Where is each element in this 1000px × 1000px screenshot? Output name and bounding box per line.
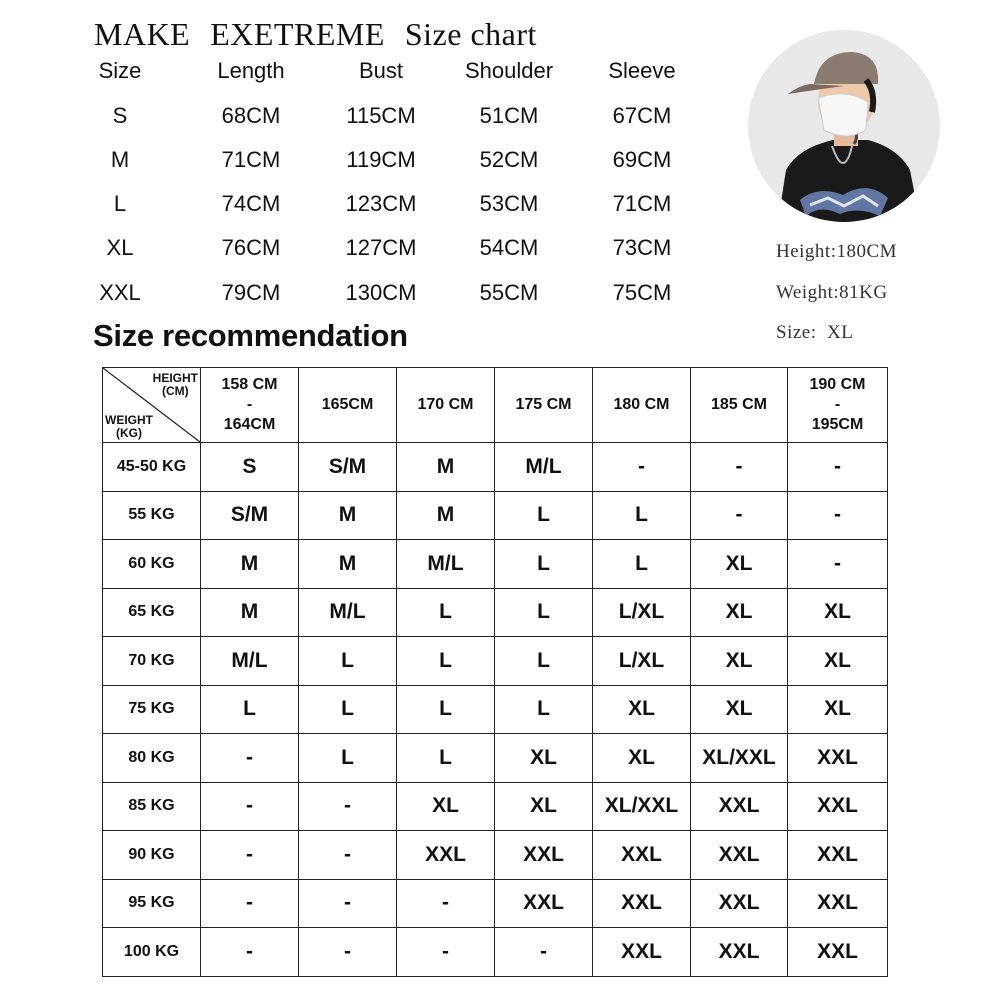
recommended-size-cell: - (691, 491, 788, 540)
recommended-size-cell: L (201, 685, 299, 734)
weight-row-header: 85 KG (103, 782, 201, 831)
recommended-size-cell: XL (397, 782, 495, 831)
recommended-size-cell: L/XL (593, 637, 691, 686)
size-chart-cell: M (110, 147, 130, 172)
recommended-size-cell: L (397, 734, 495, 783)
recommended-size-cell: L (495, 588, 593, 637)
recommended-size-cell: - (201, 879, 299, 928)
table-row (103, 540, 888, 589)
recommended-size-cell: L (495, 685, 593, 734)
recommended-size-cell: - (201, 928, 299, 977)
weight-row-header: 90 KG (103, 831, 201, 880)
recommended-size-cell: XXL (593, 831, 691, 880)
size-chart-column-header: Length (217, 58, 285, 83)
weight-row-header: 55 KG (103, 491, 201, 540)
recommended-size-cell: M (299, 540, 397, 589)
size-chart-cell: XL (106, 235, 134, 260)
size-chart-cell: 75CM (612, 280, 672, 305)
recommended-size-cell: XXL (495, 831, 593, 880)
size-chart-cell: L (113, 191, 127, 216)
recommended-size-cell: XL (691, 588, 788, 637)
recommended-size-cell: - (299, 928, 397, 977)
recommended-size-cell: L (495, 540, 593, 589)
recommended-size-cell: XL (788, 588, 888, 637)
recommended-size-cell: L (299, 685, 397, 734)
recommended-size-cell: - (691, 443, 788, 492)
size-chart-cell: 51CM (479, 103, 539, 128)
height-column-header: 165CM (299, 368, 397, 443)
table-row (103, 637, 888, 686)
recommended-size-cell: XL (788, 685, 888, 734)
size-chart-cell: 127CM (345, 235, 417, 260)
size-chart-column-header: Bust (358, 58, 404, 83)
recommended-size-cell: XXL (495, 879, 593, 928)
size-chart-cell: 71CM (221, 147, 281, 172)
size-chart-cell: 54CM (479, 235, 539, 260)
recommended-size-cell: - (201, 734, 299, 783)
size-recommendation-table (102, 367, 888, 977)
height-axis-label: HEIGHT (CM) (152, 371, 198, 398)
recommended-size-cell: XL/XXL (593, 782, 691, 831)
recommended-size-cell: M/L (299, 588, 397, 637)
size-chart-row (80, 235, 720, 265)
weight-row-header: 75 KG (103, 685, 201, 734)
recommendation-title: Size recommendation (93, 318, 408, 353)
weight-row-header: 95 KG (103, 879, 201, 928)
table-row (103, 491, 888, 540)
recommended-size-cell: - (299, 831, 397, 880)
recommended-size-cell: L (593, 540, 691, 589)
recommended-size-cell: XL/XXL (691, 734, 788, 783)
table-row (103, 443, 888, 492)
recommended-size-cell: XXL (691, 928, 788, 977)
table-row (103, 734, 888, 783)
model-photo (748, 30, 940, 222)
recommended-size-cell: XXL (593, 879, 691, 928)
weight-row-header: 100 KG (103, 928, 201, 977)
size-chart-column-header: Sleeve (608, 58, 676, 83)
page-title (94, 16, 537, 53)
recommended-size-cell: - (495, 928, 593, 977)
recommended-size-cell: L (495, 491, 593, 540)
size-chart-cell: 76CM (221, 235, 281, 260)
recommended-size-cell: - (299, 879, 397, 928)
brand-name-2: EXETREME (210, 16, 385, 52)
size-chart-column-header: Size (98, 58, 142, 83)
recommended-size-cell: L/XL (593, 588, 691, 637)
height-column-header: 158 CM - 164CM (201, 368, 299, 443)
table-corner (103, 368, 201, 443)
recommended-size-cell: M (397, 443, 495, 492)
recommended-size-cell: M/L (495, 443, 593, 492)
recommended-size-cell: XL (788, 637, 888, 686)
table-row (103, 685, 888, 734)
size-chart-row (80, 147, 720, 177)
recommended-size-cell: - (397, 879, 495, 928)
recommended-size-cell: - (593, 443, 691, 492)
recommended-size-cell: XL (495, 782, 593, 831)
weight-row-header: 70 KG (103, 637, 201, 686)
recommended-size-cell: XXL (691, 831, 788, 880)
recommended-size-cell: - (788, 540, 888, 589)
recommended-size-cell: XXL (691, 879, 788, 928)
size-chart-cell: 53CM (479, 191, 539, 216)
size-chart-cell: XXL (99, 280, 141, 305)
recommended-size-cell: - (397, 928, 495, 977)
height-column-header: 180 CM (593, 368, 691, 443)
recommended-size-cell: L (299, 734, 397, 783)
table-row (103, 782, 888, 831)
recommended-size-cell: XL (593, 685, 691, 734)
recommended-size-cell: - (788, 491, 888, 540)
recommended-size-cell: M (201, 588, 299, 637)
size-chart-cell: 123CM (345, 191, 417, 216)
size-chart-cell: 115CM (346, 103, 416, 128)
size-chart-cell: 68CM (221, 103, 281, 128)
recommended-size-cell: XL (495, 734, 593, 783)
height-column-header: 190 CM - 195CM (788, 368, 888, 443)
recommended-size-cell: L (397, 637, 495, 686)
size-chart-row (80, 103, 720, 133)
recommended-size-cell: L (397, 588, 495, 637)
size-chart-cell: S (112, 103, 128, 128)
recommended-size-cell: XXL (788, 928, 888, 977)
brand-name: MAKE (94, 16, 191, 52)
recommended-size-cell: L (495, 637, 593, 686)
recommended-size-cell: XXL (788, 879, 888, 928)
model-size: Size: XL (776, 322, 854, 343)
height-column-header: 185 CM (691, 368, 788, 443)
size-chart-cell: 69CM (612, 147, 672, 172)
size-chart-cell: 74CM (221, 191, 281, 216)
table-row (103, 588, 888, 637)
size-chart-cell: 52CM (479, 147, 539, 172)
recommended-size-cell: L (593, 491, 691, 540)
recommended-size-cell: XL (691, 637, 788, 686)
size-chart-cell: 67CM (612, 103, 672, 128)
recommended-size-cell: - (201, 782, 299, 831)
size-chart-cell: 130CM (345, 280, 417, 305)
model-illustration (748, 30, 940, 222)
recommended-size-cell: - (299, 782, 397, 831)
recommended-size-cell: M (299, 491, 397, 540)
recommended-size-cell: XXL (397, 831, 495, 880)
chart-subtitle: Size chart (404, 16, 537, 52)
model-height: Height:180CM (776, 241, 898, 262)
weight-row-header: 65 KG (103, 588, 201, 637)
size-chart-cell: 55CM (479, 280, 539, 305)
weight-row-header: 60 KG (103, 540, 201, 589)
recommended-size-cell: XL (593, 734, 691, 783)
recommended-size-cell: M (201, 540, 299, 589)
table-row (103, 928, 888, 977)
recommended-size-cell: XL (691, 540, 788, 589)
recommended-size-cell: XXL (788, 734, 888, 783)
recommended-size-cell: L (397, 685, 495, 734)
weight-axis-label: WEIGHT (KG) (105, 413, 153, 440)
recommended-size-cell: S (201, 443, 299, 492)
recommendation-header-row (103, 368, 888, 443)
recommended-size-cell: XXL (691, 782, 788, 831)
recommended-size-cell: S/M (201, 491, 299, 540)
height-column-header: 175 CM (495, 368, 593, 443)
size-chart-row (80, 280, 720, 310)
recommended-size-cell: M/L (397, 540, 495, 589)
size-chart-cell: 79CM (221, 280, 281, 305)
recommended-size-cell: M/L (201, 637, 299, 686)
recommended-size-cell: XL (691, 685, 788, 734)
recommended-size-cell: L (299, 637, 397, 686)
size-chart-cell: 71CM (612, 191, 672, 216)
size-chart-column-header: Shoulder (464, 58, 554, 83)
size-chart-row (80, 191, 720, 221)
table-row (103, 831, 888, 880)
recommended-size-cell: XXL (788, 831, 888, 880)
weight-row-header: 45-50 KG (103, 443, 201, 492)
recommended-size-cell: - (788, 443, 888, 492)
recommended-size-cell: XXL (788, 782, 888, 831)
size-chart-header (80, 58, 720, 88)
recommended-size-cell: - (201, 831, 299, 880)
size-chart-cell: 119CM (346, 147, 416, 172)
height-column-header: 170 CM (397, 368, 495, 443)
size-chart-cell: 73CM (612, 235, 672, 260)
model-weight: Weight:81KG (776, 282, 888, 303)
table-row (103, 879, 888, 928)
weight-row-header: 80 KG (103, 734, 201, 783)
recommended-size-cell: S/M (299, 443, 397, 492)
recommended-size-cell: XXL (593, 928, 691, 977)
recommended-size-cell: M (397, 491, 495, 540)
